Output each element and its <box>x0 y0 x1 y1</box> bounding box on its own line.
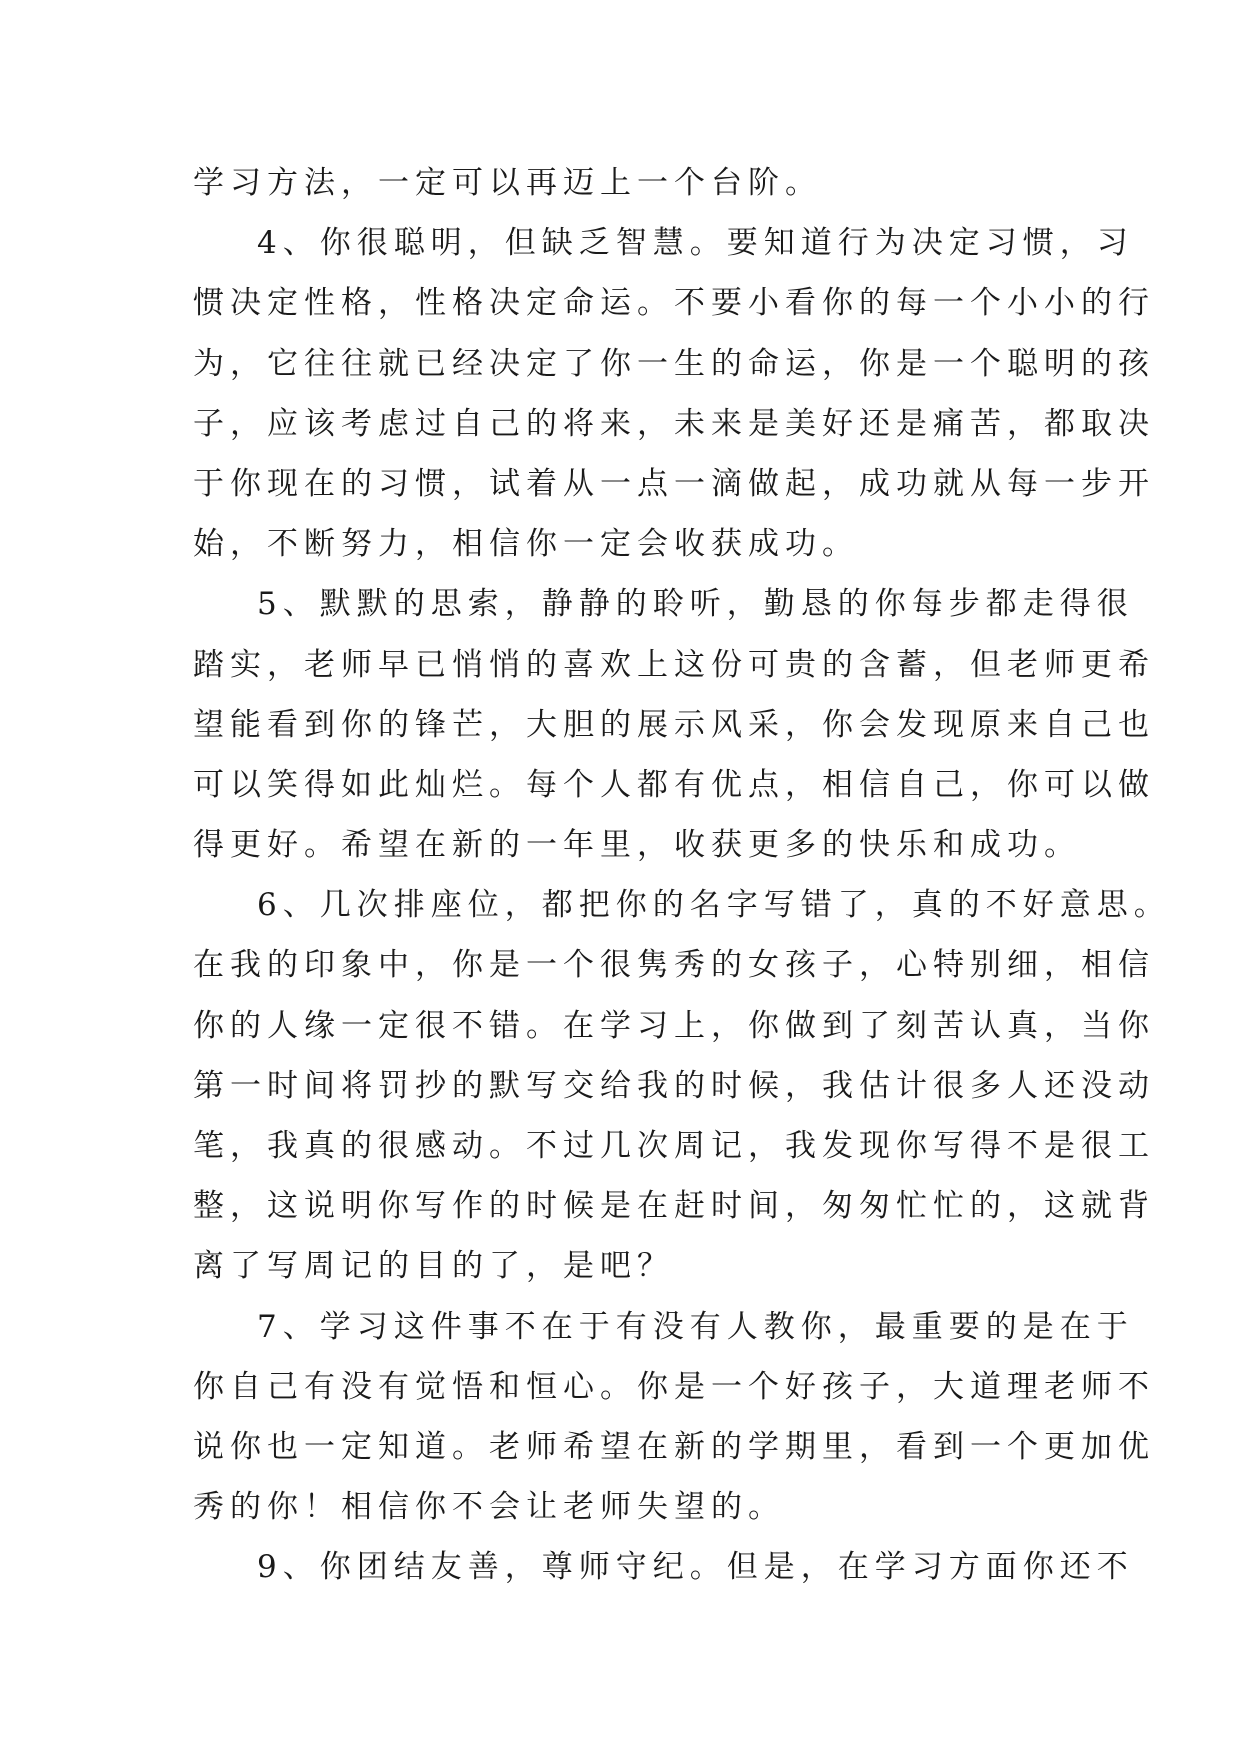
text-line: 7、学习这件事不在于有没有人教你，最重要的是在于 <box>257 1308 1134 1345</box>
text-line: 学习方法，一定可以再迈上一个台阶。 <box>193 165 822 201</box>
text-line: 离了写周记的目的了，是吧？ <box>193 1248 674 1285</box>
text-line: 于你现在的习惯，试着从一点一滴做起，成功就从每一步开 <box>193 465 1155 502</box>
text-line: 惯决定性格，性格决定命运。不要小看你的每一个小小的行 <box>193 285 1155 322</box>
text-line: 望能看到你的锋芒，大胆的展示风采，你会发现原来自己也 <box>193 706 1155 743</box>
text-line: 得更好。希望在新的一年里，收获更多的快乐和成功。 <box>193 827 1081 864</box>
text-line: 在我的印象中，你是一个很隽秀的女孩子，心特别细，相信 <box>193 947 1155 984</box>
text-line: 9、你团结友善，尊师守纪。但是，在学习方面你还不 <box>257 1549 1134 1586</box>
text-line: 始，不断努力，相信你一定会收获成功。 <box>193 526 859 563</box>
text-line: 踏实，老师早已悄悄的喜欢上这份可贵的含蓄，但老师更希 <box>193 646 1155 683</box>
text-line: 整，这说明你写作的时候是在赶时间，匆匆忙忙的，这就背 <box>193 1188 1155 1225</box>
text-line: 笔，我真的很感动。不过几次周记，我发现你写得不是很工 <box>193 1128 1155 1164</box>
text-line: 你的人缘一定很不错。在学习上，你做到了刻苦认真，当你 <box>193 1007 1155 1044</box>
text-line: 5、默默的思索，静静的聆听，勤恳的你每步都走得很 <box>257 586 1134 623</box>
text-line: 子，应该考虑过自己的将来，未来是美好还是痛苦，都取决 <box>193 405 1155 442</box>
text-line: 为，它往往就已经决定了你一生的命运，你是一个聪明的孩 <box>193 345 1155 382</box>
text-line: 第一时间将罚抄的默写交给我的时候，我估计很多人还没动 <box>193 1067 1155 1104</box>
document-body <box>193 153 1171 1598</box>
text-line: 4、你很聪明，但缺乏智慧。要知道行为决定习惯，习 <box>257 225 1134 262</box>
text-line: 秀的你！相信你不会让老师失望的。 <box>193 1489 785 1526</box>
text-line: 可以笑得如此灿烂。每个人都有优点，相信自己，你可以做 <box>193 766 1155 803</box>
text-line: 说你也一定知道。老师希望在新的学期里，看到一个更加优 <box>193 1428 1155 1465</box>
text-line: 6、几次排座位，都把你的名字写错了，真的不好意思。 <box>257 887 1171 924</box>
text-line: 你自己有没有觉悟和恒心。你是一个好孩子，大道理老师不 <box>193 1368 1155 1405</box>
